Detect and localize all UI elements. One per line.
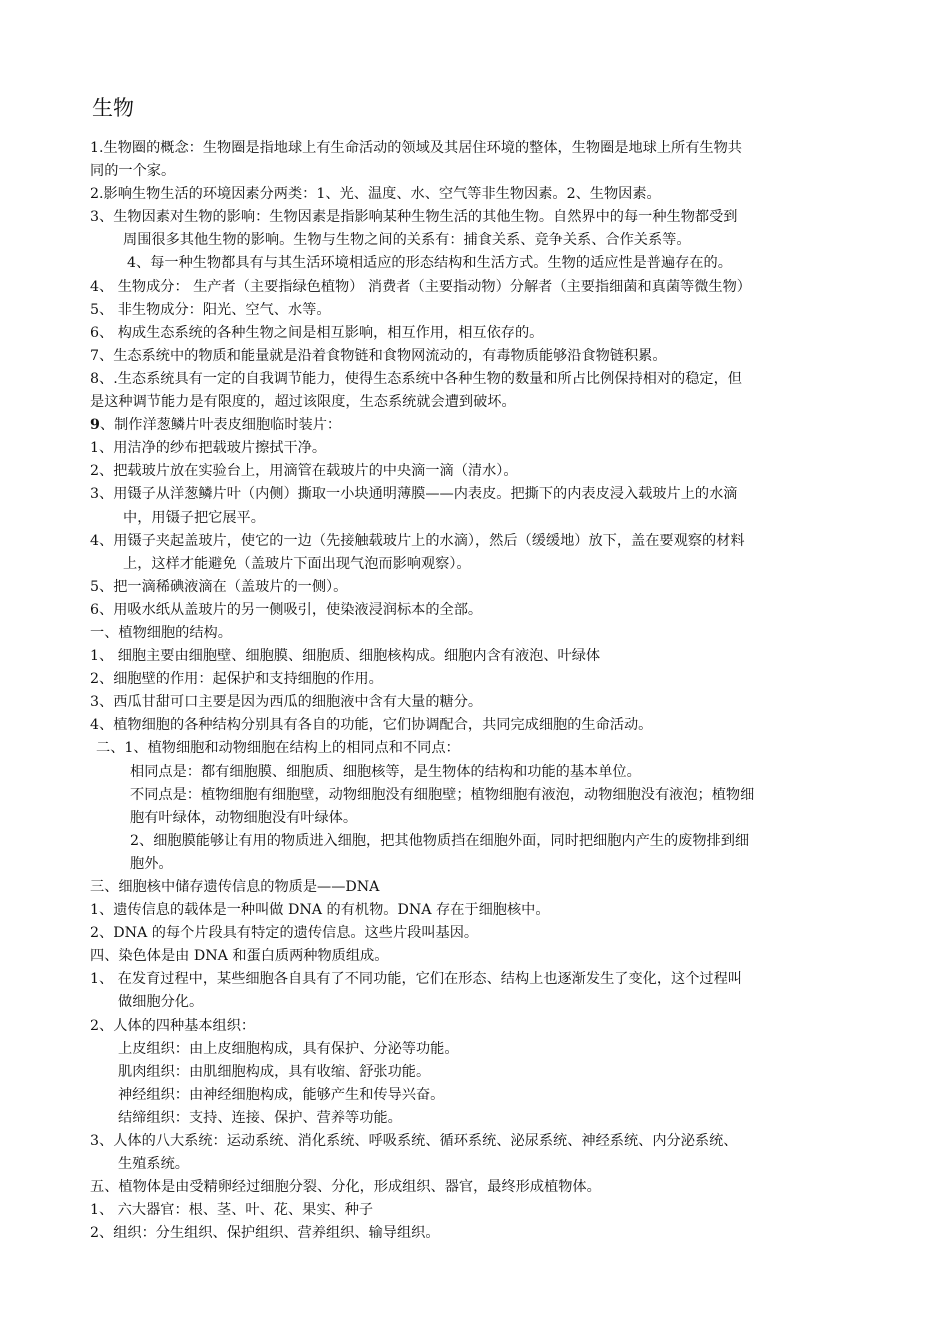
- text-line: 神经组织：由神经细胞构成，能够产生和传导兴奋。: [118, 1086, 445, 1103]
- section-number: 9: [90, 417, 100, 434]
- text-line: 1、遗传信息的载体是一种叫做 DNA 的有机物。DNA 存在于细胞核中。: [90, 902, 550, 919]
- text-line: 3、西瓜甘甜可口主要是因为西瓜的细胞液中含有大量的糖分。: [90, 694, 483, 711]
- text-line: 胞有叶绿体，动物细胞没有叶绿体。: [130, 809, 358, 826]
- text-line: 三、细胞核中储存遗传信息的物质是——DNA: [90, 879, 380, 895]
- text-line: 相同点是：都有细胞膜、细胞质、细胞核等，是生物体的结构和功能的基本单位。: [130, 763, 641, 780]
- text-line: 6、 构成生态系统的各种生物之间是相互影响，相互作用，相互依存的。: [90, 324, 544, 341]
- text-line: 做细胞分化。: [118, 994, 204, 1011]
- text-line: 1、 在发育过程中，某些细胞各自具有了不同功能，它们在形态、结构上也逐渐发生了变化，这个过程叫: [90, 971, 742, 988]
- text-line: 一、植物细胞的结构。: [90, 624, 232, 641]
- text-line: 4、 生物成分： 生产者（主要指绿色植物） 消费者（主要指动物）分解者（主要指细菌和真菌等微生物）: [90, 278, 751, 295]
- text-line: 生殖系统。: [118, 1156, 189, 1173]
- text-line: 1、用洁净的纱布把载玻片擦拭干净。: [90, 440, 327, 457]
- text-line: 2、人体的四种基本组织：: [90, 1017, 256, 1034]
- text-line: 2.影响生物生活的环境因素分两类：1、光、温度、水、空气等非生物因素。2、生物因素。: [90, 186, 661, 203]
- text-line: [90, 414, 862, 437]
- text-line: 周围很多其他生物的影响。生物与生物之间的关系有：捕食关系、竞争关系、合作关系等。: [123, 232, 691, 249]
- text-line: 1.生物圈的概念：生物圈是指地球上有生命活动的领域及其居住环境的整体，生物圈是地球上所有生物共: [90, 140, 742, 156]
- text-line: 7、生态系统中的物质和能量就是沿着食物链和食物网流动的，有毒物质能够沿食物链积累。: [90, 347, 667, 364]
- text-line: 8、.生态系统具有一定的自我调节能力，使得生态系统中各种生物的数量和所占比例保持相对的稳定，但: [90, 370, 742, 387]
- text-line: 同的一个家。: [90, 163, 176, 180]
- text-line: 4、每一种生物都具有与其生活环境相适应的形态结构和生活方式。生物的适应性是普遍存在的。: [127, 255, 732, 272]
- text-line: 3、生物因素对生物的影响：生物因素是指影响某种生物生活的其他生物。自然界中的每一种生物都受到: [90, 209, 738, 226]
- text-line: 是这种调节能力是有限度的，超过该限度，生态系统就会遭到破坏。: [90, 394, 516, 411]
- text-line: 中，用镊子把它展平。: [123, 509, 265, 526]
- section-text: 、制作洋葱鳞片叶表皮细胞临时装片：: [99, 417, 342, 434]
- text-line: 结缔组织：支持、连接、保护、营养等功能。: [118, 1109, 402, 1126]
- text-line: 4、植物细胞的各种结构分别具有各自的功能，它们协调配合，共同完成细胞的生命活动。: [90, 717, 653, 734]
- text-line: 2、细胞膜能够让有用的物质进入细胞，把其他物质挡在细胞外面，同时把细胞内产生的废物排到细: [130, 832, 750, 849]
- text-line: 2、把载玻片放在实验台上，用滴管在载玻片的中央滴一滴（清水）。: [90, 463, 518, 480]
- text-line: 3、人体的八大系统：运动系统、消化系统、呼吸系统、循环系统、泌尿系统、神经系统、内分泌系统、: [90, 1133, 738, 1150]
- text-line: 上，这样才能避免（盖玻片下面出现气泡而影响观察）。: [123, 555, 471, 572]
- page-title: 生物: [92, 96, 134, 120]
- document-body: [90, 137, 862, 1246]
- text-line: 6、用吸水纸从盖玻片的另一侧吸引，使染液浸润标本的全部。: [90, 601, 483, 618]
- text-line: 胞外。: [130, 855, 173, 872]
- text-line: 2、细胞壁的作用：起保护和支持细胞的作用。: [90, 671, 383, 688]
- text-line: 五、植物体是由受精卵经过细胞分裂、分化，形成组织、器官，最终形成植物体。: [90, 1179, 601, 1196]
- text-line: 5、把一滴稀碘液滴在（盖玻片的一侧）。: [90, 578, 348, 595]
- text-line: 4、用镊子夹起盖玻片，使它的一边（先接触载玻片上的水滴），然后（缓缓地）放下，盖在要观察的材料: [90, 532, 745, 549]
- text-line: 四、染色体是由 DNA 和蛋白质两种物质组成。: [90, 948, 389, 965]
- text-line: 二、1、植物细胞和动物细胞在结构上的相同点和不同点：: [96, 740, 460, 757]
- text-line: 肌肉组织：由肌细胞构成，具有收缩、舒张功能。: [118, 1063, 431, 1080]
- text-line: 5、 非生物成分：阳光、空气、水等。: [90, 301, 331, 318]
- text-line: 2、DNA 的每个片段具有特定的遗传信息。这些片段叫基因。: [90, 925, 479, 942]
- text-line: 上皮组织：由上皮细胞构成，具有保护、分泌等功能。: [118, 1040, 459, 1057]
- text-line: 不同点是：植物细胞有细胞壁，动物细胞没有细胞壁；植物细胞有液泡，动物细胞没有液泡；植物细: [130, 786, 755, 803]
- text-line: 2、组织：分生组织、保护组织、营养组织、输导组织。: [90, 1225, 440, 1242]
- text-line: 1、 细胞主要由细胞壁、细胞膜、细胞质、细胞核构成。细胞内含有液泡、叶绿体: [90, 648, 601, 665]
- text-line: 1、 六大器官：根、茎、叶、花、果实、种子: [90, 1202, 374, 1219]
- text-line: 3、用镊子从洋葱鳞片叶（内侧）撕取一小块通明薄膜——内表皮。把撕下的内表皮浸入载玻片上的水滴: [90, 486, 738, 503]
